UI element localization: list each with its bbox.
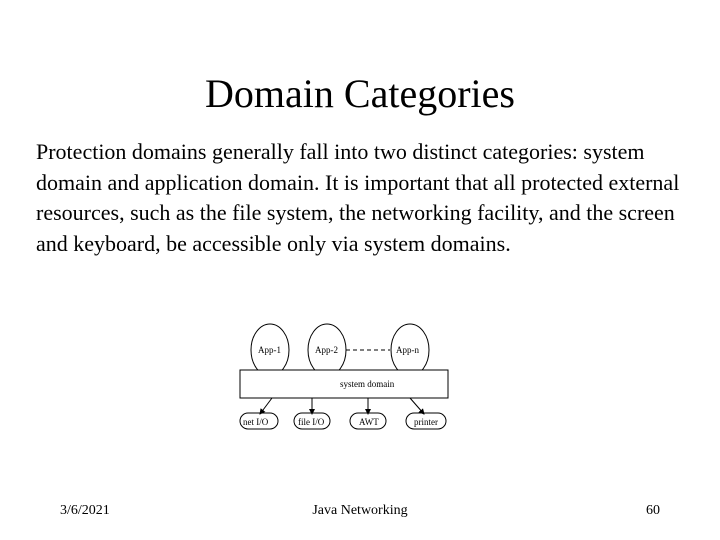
system-domain-label: system domain: [340, 379, 395, 389]
file-io-label: file I/O: [298, 417, 325, 427]
slide-body-text: Protection domains generally fall into two distinct categories: system domain and application domain. It is important that all protected external resources, such as the file system, the networking facility, and the screen and keyboard, be accessible only via system domains.: [36, 139, 680, 256]
footer-title: Java Networking: [312, 503, 408, 518]
page-number: 60: [646, 503, 660, 518]
arrow-net-io: [260, 398, 272, 414]
net-io-label: net I/O: [243, 417, 269, 427]
printer-label: printer: [414, 417, 438, 427]
app-2-label: App-2: [315, 345, 338, 355]
app-1-label: App-1: [258, 345, 281, 355]
slide-title: Domain Categories: [205, 71, 515, 116]
domain-diagram: [228, 320, 458, 440]
app-n-label: App-n: [396, 345, 419, 355]
footer-date: 3/6/2021: [60, 503, 110, 518]
awt-label: AWT: [359, 417, 379, 427]
arrow-printer: [410, 398, 424, 414]
